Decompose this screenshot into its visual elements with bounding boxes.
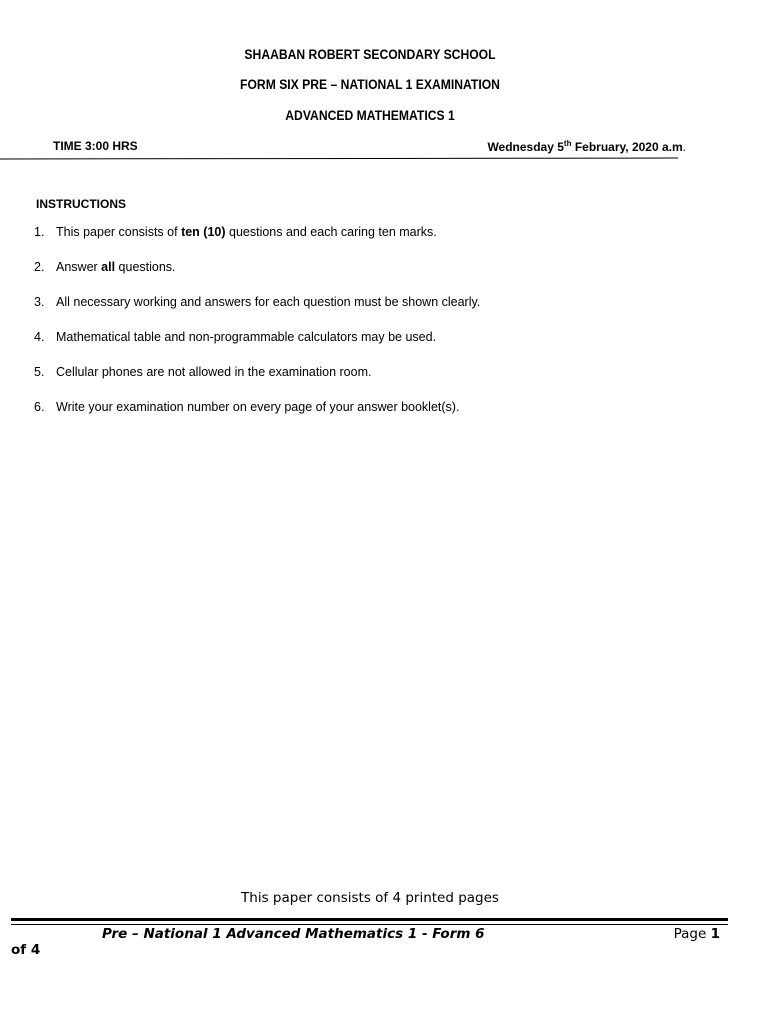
instruction-text-bold: all bbox=[101, 260, 116, 274]
footer-divider-thick bbox=[11, 918, 728, 921]
instruction-number: 5. bbox=[34, 365, 45, 379]
instruction-text: Cellular phones are not allowed in the examination room. bbox=[56, 365, 372, 379]
instruction-text-post: questions and each caring ten marks. bbox=[225, 225, 437, 239]
footer-page-total: of 4 bbox=[11, 942, 41, 958]
instruction-number: 1. bbox=[34, 225, 45, 239]
exam-duration: TIME 3:00 HRS bbox=[53, 139, 138, 153]
subject-title: ADVANCED MATHEMATICS 1 bbox=[285, 108, 455, 123]
footer-title: Pre – National 1 Advanced Mathematics 1 - Form 6 bbox=[102, 926, 485, 942]
instruction-number: 2. bbox=[34, 260, 45, 274]
exam-date-suffix: th bbox=[563, 139, 572, 148]
instruction-text-pre: This paper consists of bbox=[56, 225, 182, 239]
instruction-item bbox=[34, 365, 714, 400]
instruction-text: Write your examination number on every page of your answer booklet(s). bbox=[56, 400, 460, 414]
instruction-item bbox=[34, 295, 714, 330]
instruction-item bbox=[34, 260, 714, 295]
school-name: SHAABAN ROBERT SECONDARY SCHOOL bbox=[244, 47, 496, 62]
instruction-text: Mathematical table and non-programmable calculators may be used. bbox=[56, 330, 437, 344]
instruction-number: 6. bbox=[34, 400, 45, 414]
instruction-item bbox=[34, 225, 714, 260]
instruction-text-pre: Answer bbox=[56, 260, 102, 274]
exam-date-day: Wednesday 5 bbox=[487, 140, 564, 154]
exam-date-rest: February, 2020 a.m bbox=[571, 140, 683, 154]
footer-page-value: 1 bbox=[710, 926, 720, 942]
exam-date bbox=[487, 139, 686, 154]
instruction-item bbox=[34, 400, 714, 435]
footer-page-label: Page bbox=[673, 926, 711, 942]
instruction-item bbox=[34, 330, 714, 365]
instructions-heading: INSTRUCTIONS bbox=[36, 197, 126, 211]
instruction-text-bold: ten (10) bbox=[181, 225, 226, 239]
exam-title: FORM SIX PRE – NATIONAL 1 EXAMINATION bbox=[240, 77, 500, 92]
footer-divider-thin bbox=[11, 924, 728, 925]
instruction-number: 4. bbox=[34, 330, 45, 344]
instruction-text-post: questions. bbox=[115, 260, 176, 274]
printed-pages-note: This paper consists of 4 printed pages bbox=[241, 890, 499, 906]
instruction-text bbox=[56, 260, 176, 274]
instruction-number: 3. bbox=[34, 295, 45, 309]
header-divider bbox=[0, 158, 678, 160]
exam-date-period: . bbox=[682, 140, 686, 154]
instruction-text bbox=[56, 225, 437, 239]
footer-page-number bbox=[674, 926, 720, 942]
instruction-text: All necessary working and answers for each question must be shown clearly. bbox=[56, 295, 481, 309]
instruction-list bbox=[34, 225, 714, 435]
